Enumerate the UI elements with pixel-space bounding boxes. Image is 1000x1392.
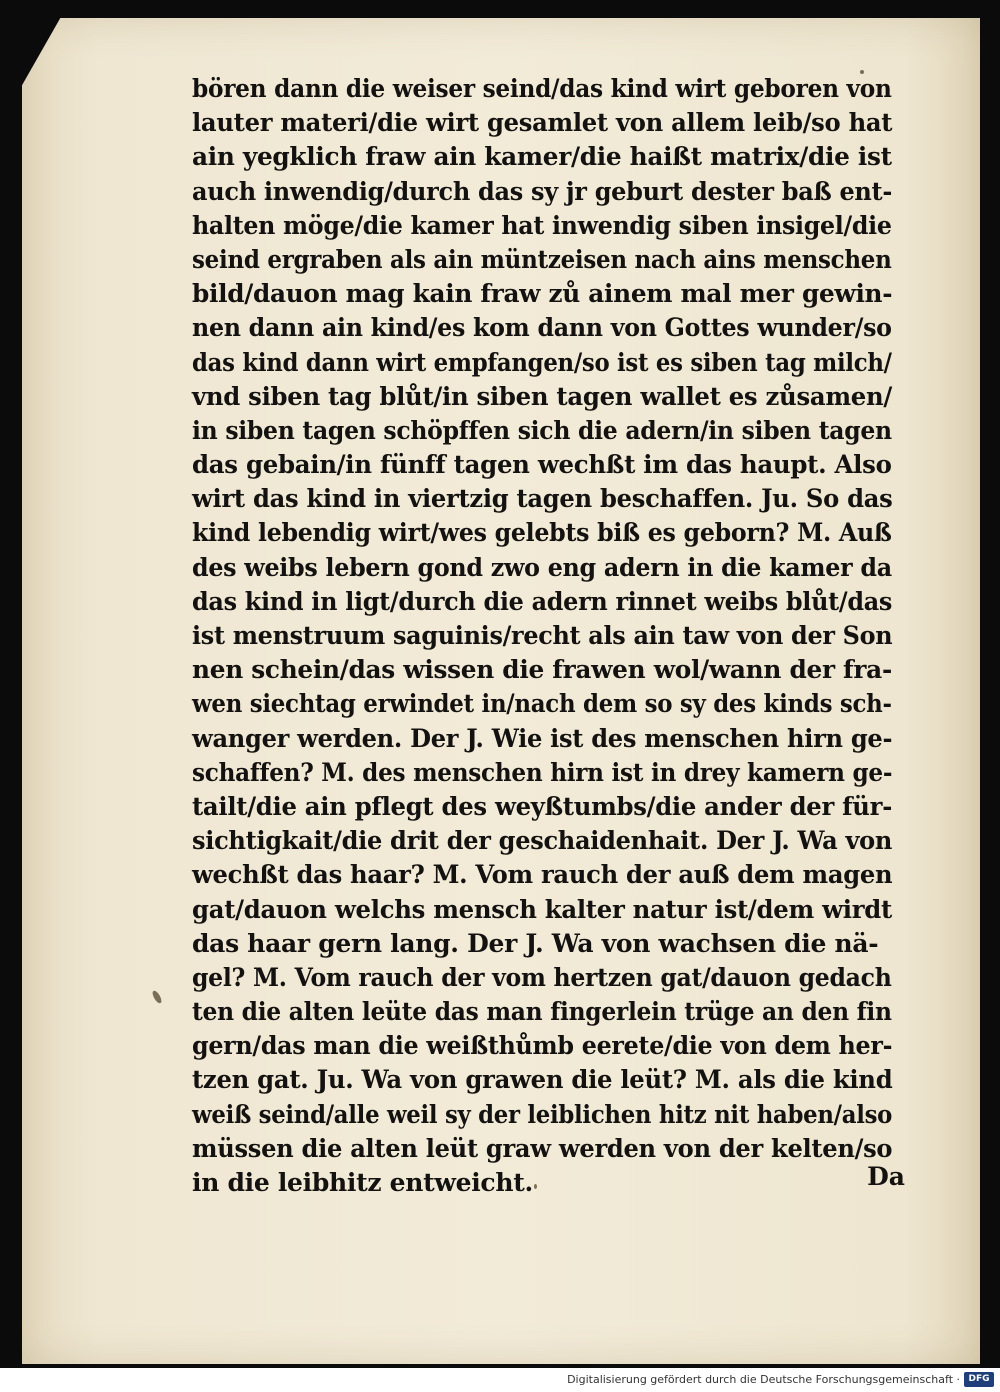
text-line: müssen die alten leüt graw werden von der kelten/so (192, 1133, 893, 1163)
footer-bar (0, 1368, 1000, 1392)
text-line: wen siechtag erwindet in/nach dem so sy des kinds sch- (192, 689, 892, 719)
text-line: bild/dauon mag kain fraw zů ainem mal mer gewin- (192, 279, 893, 309)
text-line: gat/dauon welchs mensch kalter natur ist/dem wirdt (192, 894, 892, 924)
text-line: das gebain/in fünff tagen wechßt im das haupt. Also (192, 450, 892, 480)
text-line: das kind in ligt/durch die adern rinnet weibs blůt/das (192, 586, 893, 616)
text-line: schaffen? M. des menschen hirn ist in drey kamern ge- (192, 757, 893, 787)
text-line: kind lebendig wirt/wes gelebts biß es geborn? M. Auß (192, 518, 892, 548)
text-line: seind ergraben als ain müntzeisen nach ains menschen (192, 244, 892, 274)
text-line: ten die alten leüte das man fingerlein trüge an den fin (192, 997, 892, 1027)
ink-spot (151, 989, 163, 1004)
text-line: nen dann ain kind/es kom dann von Gottes wunder/so (192, 313, 892, 343)
funding-credit: Digitalisierung gefördert durch die Deutsche Forschungsgemeinschaft · (567, 1373, 960, 1386)
catchword: Da (867, 1162, 905, 1191)
text-line: wirt das kind in viertzig tagen beschaffen. Ju. So das (192, 484, 893, 514)
text-line: wanger werden. Der J. Wie ist des menschen hirn ge- (192, 723, 893, 753)
text-line: ist menstruum saguinis/recht als ain taw von der Son (192, 621, 893, 650)
text-line: halten möge/die kamer hat inwendig siben insigel/die (192, 210, 892, 240)
text-line: sichtigkait/die drit der geschaidenhait. Der J. Wa von (192, 826, 893, 856)
text-line: auch inwendig/durch das sy jr geburt dester baß ent- (192, 176, 892, 206)
dfg-logo: DFG (964, 1372, 994, 1387)
text-line: das kind dann wirt empfangen/so ist es siben tag milch/ (192, 347, 892, 377)
text-line: vnd siben tag blůt/in siben tagen wallet es zůsamen/ (192, 381, 892, 411)
text-line: tzen gat. Ju. Wa von grawen die leüt? M. als die kind (192, 1065, 893, 1095)
text-line: in siben tagen schöpffen sich die adern/in siben tagen (192, 415, 892, 445)
text-line: ain yegklich fraw ain kamer/die haißt matrix/die ist (192, 142, 892, 172)
text-line: tailt/die ain pflegt des weyßtumbs/die ander der für- (192, 791, 892, 821)
text-line: gel? M. Vom rauch der vom hertzen gat/dauon gedach (192, 962, 892, 992)
text-line: des weibs lebern gond zwo eng adern in die kamer da (192, 552, 892, 582)
text-line: gern/das man die weißthůmb eerete/die von dem her- (192, 1031, 893, 1061)
text-line: nen schein/das wissen die frawen wol/wann der fra- (192, 655, 892, 685)
body-text (192, 72, 892, 1200)
text-line: wechßt das haar? M. Vom rauch der auß dem magen (192, 860, 893, 890)
text-line: in die leibhitz entweicht. (192, 1168, 533, 1197)
text-line: lauter materi/die wirt gesamlet von allem leib/so hat (192, 108, 893, 138)
text-line: bören dann die weiser seind/das kind wirt geboren von (192, 74, 892, 103)
text-line: das haar gern lang. Der J. Wa von wachsen die nä- (192, 928, 879, 958)
text-line: weiß seind/alle weil sy der leiblichen hitz nit haben/also (192, 1099, 893, 1129)
